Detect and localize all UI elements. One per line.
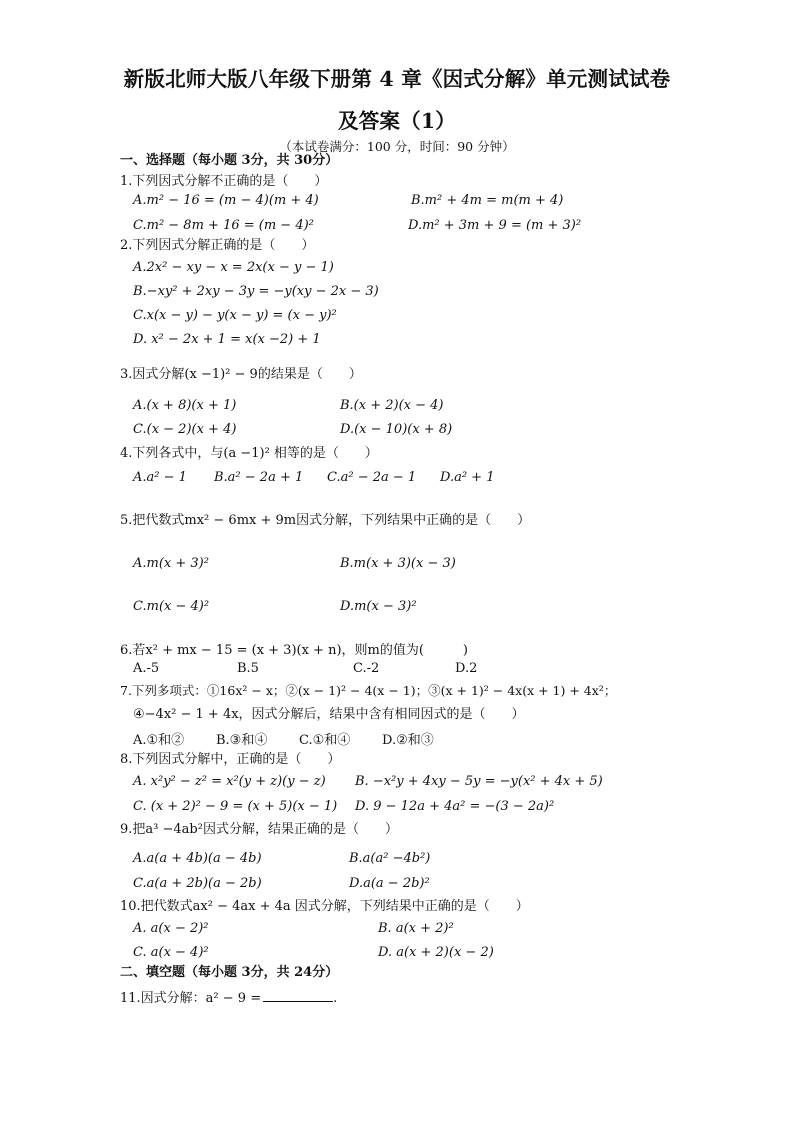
q6-option-a: A.-5 (133, 661, 160, 676)
q10-option-d: D. a(x + 2)(x − 2) (378, 945, 494, 960)
q4-option-c: C.a² − 2a − 1 (327, 470, 417, 485)
q7-option-a: A.①和② (133, 733, 185, 748)
q5-stem: 5.把代数式mx² − 6mx + 9m因式分解，下列结果中正确的是（ ） (120, 513, 531, 528)
q11-line (120, 989, 337, 1007)
q1-option-d: D.m² + 3m + 9 = (m + 3)² (408, 218, 582, 233)
q10-option-a: A. a(x − 2)² (133, 921, 209, 936)
q9-option-d: D.a(a − 2b)² (349, 876, 430, 891)
q7-option-d: D.②和③ (382, 733, 434, 748)
q4-stem: 4.下列各式中，与(a −1)² 相等的是（ ） (120, 446, 378, 461)
q4-option-d: D.a² + 1 (440, 470, 495, 485)
q11-stem: 11.因式分解：a² − 9 = (120, 991, 262, 1006)
q5-option-c: C.m(x − 4)² (133, 599, 210, 614)
q11-period: . (333, 991, 338, 1006)
q2-stem: 2.下列因式分解正确的是（ ） (120, 238, 315, 253)
q2-option-d: D. x² − 2x + 1 = x(x −2) + 1 (133, 332, 321, 347)
q3-stem: 3.因式分解(x −1)² − 9的结果是（ ） (120, 367, 362, 382)
q2-option-b: B.−xy² + 2xy − 3y = −y(xy − 2x − 3) (133, 284, 379, 299)
q11-answer-blank[interactable] (263, 989, 333, 1002)
q8-option-c: C. (x + 2)² − 9 = (x + 5)(x − 1) (133, 799, 338, 814)
q4-option-a: A.a² − 1 (133, 470, 187, 485)
document-title-line2: 及答案（1） (338, 109, 456, 133)
q2-option-a: A.2x² − xy − x = 2x(x − y − 1) (133, 260, 334, 275)
q1-stem: 1.下列因式分解不正确的是（ ） (120, 174, 328, 189)
q7-option-c: C.①和④ (299, 733, 351, 748)
q5-option-a: A.m(x + 3)² (133, 556, 209, 571)
q3-option-b: B.(x + 2)(x − 4) (340, 398, 444, 413)
q8-option-b: B. −x²y + 4xy − 5y = −y(x² + 4x + 5) (355, 774, 603, 789)
q2-option-c: C.x(x − y) − y(x − y) = (x − y)² (133, 308, 337, 323)
q8-stem: 8.下列因式分解中，正确的是（ ） (120, 752, 341, 767)
q4-option-b: B.a² − 2a + 1 (214, 470, 304, 485)
section-fill-in-heading: 二、填空题（每小题 3分，共 24分） (120, 965, 339, 980)
q3-option-d: D.(x − 10)(x + 8) (340, 422, 453, 437)
q7-option-b: B.③和④ (216, 733, 268, 748)
document-title-line1: 新版北师大版八年级下册第 4 章《因式分解》单元测试试卷 (123, 67, 671, 91)
q9-stem: 9.把a³ −4ab²因式分解，结果正确的是（ ） (120, 822, 398, 837)
exam-info: （本试卷满分：100 分，时间：90 分钟） (279, 139, 515, 154)
q6-option-c: C.-2 (353, 661, 380, 676)
q7-stem-continued: ④−4x² − 1 + 4x，因式分解后，结果中含有相同因式的是（ ） (133, 707, 525, 722)
q9-option-a: A.a(a + 4b)(a − 4b) (133, 851, 262, 866)
q3-option-c: C.(x − 2)(x + 4) (133, 422, 237, 437)
q5-option-b: B.m(x + 3)(x − 3) (340, 556, 456, 571)
q1-option-a: A.m² − 16 = (m − 4)(m + 4) (133, 193, 319, 208)
q9-option-c: C.a(a + 2b)(a − 2b) (133, 876, 262, 891)
q3-option-a: A.(x + 8)(x + 1) (133, 398, 237, 413)
section-choice-heading: 一、选择题（每小题 3分，共 30分） (120, 153, 339, 168)
q6-option-b: B.5 (237, 661, 259, 676)
q1-option-b: B.m² + 4m = m(m + 4) (411, 193, 564, 208)
q6-option-d: D.2 (455, 661, 478, 676)
q5-option-d: D.m(x − 3)² (340, 599, 417, 614)
q9-option-b: B.a(a² −4b²) (349, 851, 431, 866)
q10-option-c: C. a(x − 4)² (133, 945, 209, 960)
q1-option-c: C.m² − 8m + 16 = (m − 4)² (133, 218, 314, 233)
q10-option-b: B. a(x + 2)² (378, 921, 454, 936)
q8-option-d: D. 9 − 12a + 4a² = −(3 − 2a)² (355, 799, 555, 814)
q10-stem: 10.把代数式ax² − 4ax + 4a 因式分解，下列结果中正确的是（ ） (120, 899, 529, 914)
q6-stem: 6.若x² + mx − 15 = (x + 3)(x + n)，则m的值为( ) (120, 643, 468, 658)
q8-option-a: A. x²y² − z² = x²(y + z)(y − z) (133, 774, 326, 789)
q7-stem: 7.下列多项式：①16x² − x；②(x − 1)² − 4(x − 1)；③(x + 1)² − 4x(x + 1) + 4x²； (120, 683, 617, 698)
